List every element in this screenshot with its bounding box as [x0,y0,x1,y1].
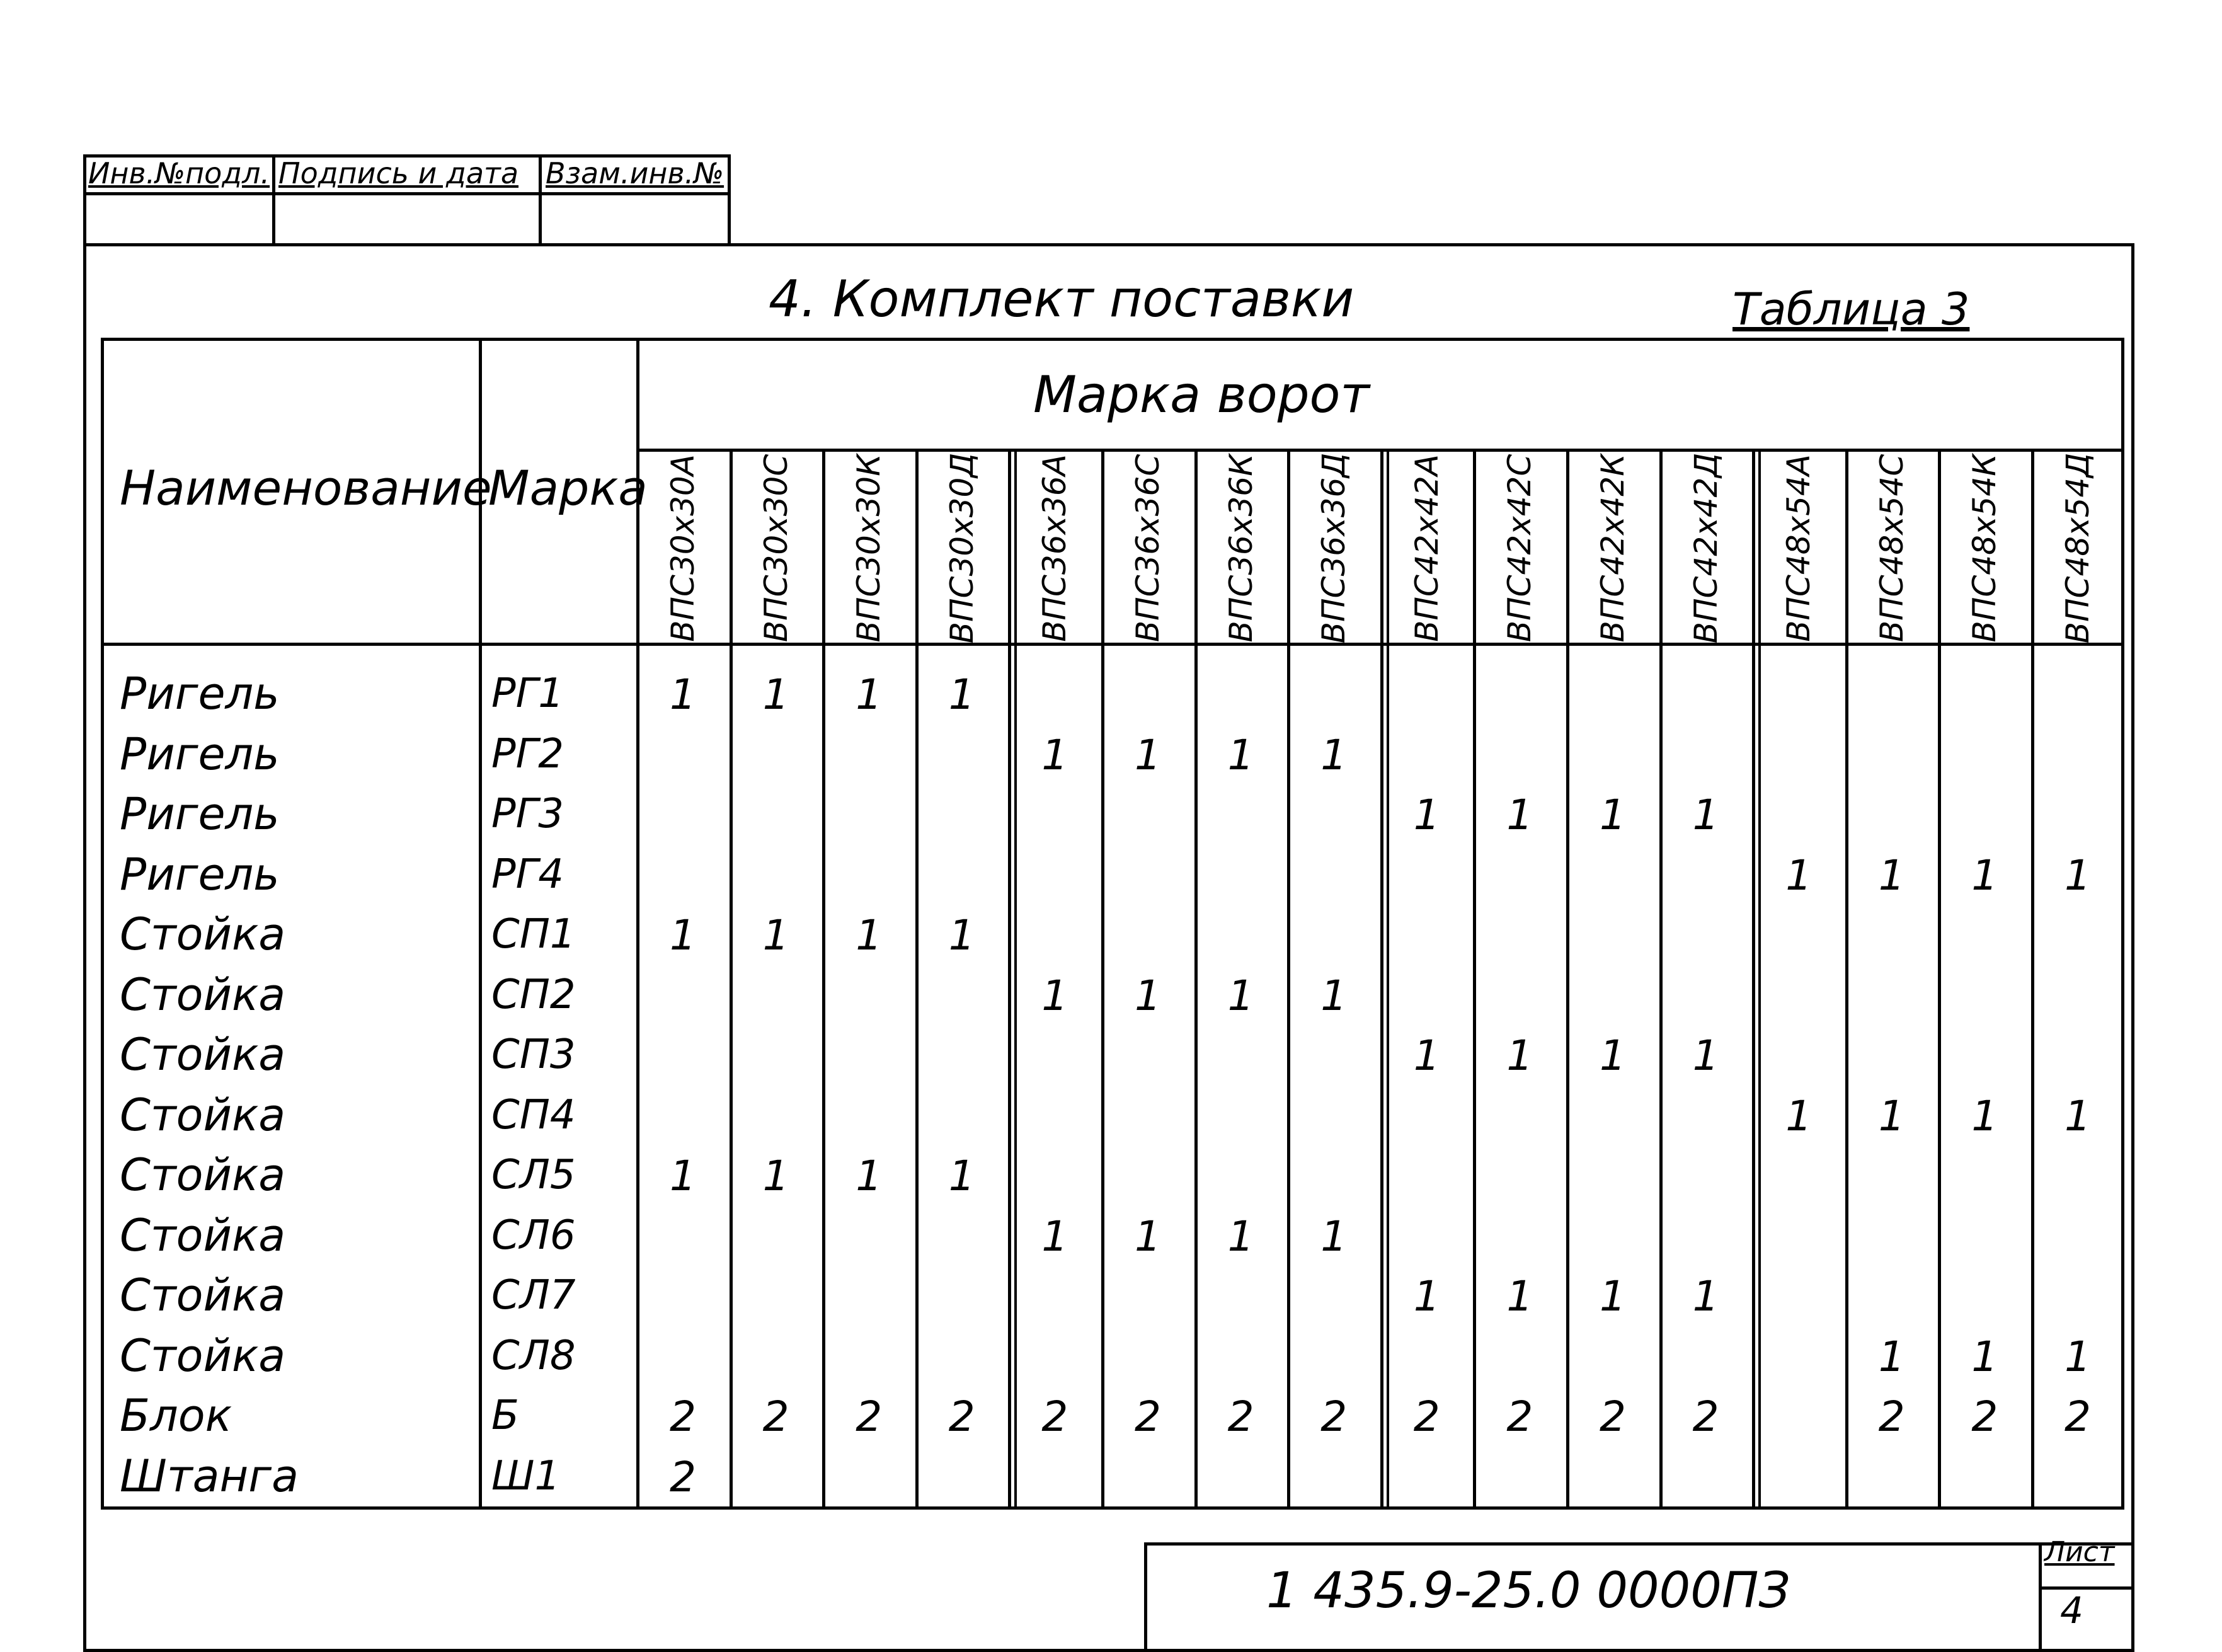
table-cell: 1 [1692,1272,1719,1321]
table-cell: 1 [1413,1031,1440,1080]
row-mark: РГ1 [491,670,564,717]
table-cell: 1 [1413,791,1440,839]
row-mark: СП1 [491,911,576,958]
table-cell: 2 [1041,1392,1068,1441]
table-cell: 1 [1506,791,1533,839]
stamp-inv-label: Инв.№подл. [88,156,270,190]
gate-col-header [639,454,727,643]
row-mark: Ш1 [491,1452,561,1500]
gate-col-header [1848,454,1936,643]
table-cell: 2 [1227,1392,1254,1441]
gate-col-header-label: ВПС42х42Д [1687,452,1724,644]
row-name: Стойка [120,1270,286,1321]
row-name: Штанга [120,1450,299,1502]
table-cell: 1 [1971,851,1998,900]
table-cell: 1 [1413,1272,1440,1321]
row-name: Ригель [120,848,280,900]
table-cell: 1 [1135,730,1161,779]
header-mark: Марка [488,460,648,516]
row-mark: Б [491,1392,519,1439]
sheet-box-line [2039,1586,2134,1590]
table-cell: 1 [1135,971,1161,1020]
table-cell: 1 [1971,1091,1998,1140]
table-cell: 1 [670,1152,696,1200]
header-gates: Марка ворот [1033,365,1370,424]
table-cell: 1 [1878,1332,1905,1381]
table-cell: 1 [856,1152,883,1200]
row-name: Стойка [120,1149,286,1201]
table-label [1732,284,1969,335]
table-cell: 2 [1971,1392,1998,1441]
table-cell: 1 [670,670,696,719]
gate-col-header [918,454,1006,643]
gate-col-header [1662,454,1750,643]
row-name: Стойка [120,968,286,1021]
row-name: Стойка [120,1329,286,1382]
table-cell: 1 [948,911,975,960]
gate-col-header-label: ВПС48х54С [1873,454,1910,643]
gate-col-header-label: ВПС36х36К [1222,454,1259,643]
gate-col-header [1290,454,1378,643]
gate-col-header-label: ВПС42х42К [1595,454,1631,643]
gate-col-header-label: ВПС30х30К [850,454,888,643]
table-cell: 1 [2065,1332,2091,1381]
title-block-divider [2039,1542,2042,1652]
table-cell: 1 [948,1152,975,1200]
sheet-label: Лист [2044,1536,2115,1568]
gate-col-header-label: ВПС48х54К [1966,454,2003,643]
table-cell: 1 [1600,1031,1626,1080]
table-cell: 2 [670,1452,696,1501]
gate-col-header-label: ВПС30х30С [757,454,794,643]
gate-col-header [1383,454,1471,643]
table-cell: 1 [1041,1212,1068,1261]
table-cell: 2 [1135,1392,1161,1441]
table-cell: 2 [2065,1392,2091,1441]
table-cell: 2 [1413,1392,1440,1441]
table-cell: 1 [1878,851,1905,900]
row-name: Стойка [120,909,286,960]
row-mark: СЛ5 [491,1152,576,1198]
gate-col-header-label: ВПС36х36С [1130,454,1166,643]
gate-col-header-label: ВПС36х36А [1036,454,1074,642]
table-cell: 1 [1506,1272,1533,1321]
table-cell: 1 [856,670,883,719]
row-name: Стойка [120,1089,286,1141]
row-name: Ригель [120,788,280,840]
table-cell: 2 [948,1392,975,1441]
table-cell: 1 [2065,1091,2091,1140]
table-cell: 1 [1692,791,1719,839]
gate-col-header [1569,454,1657,643]
row-name: Стойка [120,1029,286,1081]
section-title: 4. Комплект поставки [769,270,1354,328]
row-mark: СП3 [491,1031,576,1078]
stamp-divider [83,192,731,195]
table-cell: 1 [1041,730,1068,779]
table-cell: 1 [1692,1031,1719,1080]
table-cell: 1 [1506,1031,1533,1080]
table-cell: 1 [1878,1091,1905,1140]
table-cell: 2 [670,1392,696,1441]
row-name: Блок [120,1390,232,1442]
table-cell: 1 [1041,971,1068,1020]
row-mark: РГ3 [491,791,564,837]
row-mark: СЛ6 [491,1212,576,1259]
table-cell: 2 [1878,1392,1905,1441]
gate-col-header [2034,454,2122,643]
table-cell: 1 [1600,1272,1626,1321]
gate-col-header-label: ВПС48х54Д [2059,452,2096,644]
table-cell: 1 [762,911,789,960]
row-name: Ригель [120,728,280,780]
table-cell: 1 [1785,851,1813,900]
table-cell: 1 [1320,1212,1348,1261]
table-cell: 1 [670,911,696,960]
stamp-sign-label: Подпись и дата [278,156,519,190]
row-name: Стойка [120,1209,286,1261]
table-cell: 2 [856,1392,883,1441]
stamp-col-divider-2 [539,154,542,246]
table-cell: 2 [1506,1392,1533,1441]
row-name: Ригель [120,668,280,720]
gate-col-header-label: ВПС30х30А [665,454,701,642]
table-cell: 2 [1600,1392,1626,1441]
table-cell: 1 [1227,971,1254,1020]
gate-col-header [825,454,913,643]
header-name: Наименование [120,460,492,516]
row-mark: РГ2 [491,730,564,777]
table-cell: 1 [1227,1212,1254,1261]
table-cell: 1 [762,1152,789,1200]
stamp-vzam-label: Взам.инв.№ [546,156,724,190]
doc-number: 1 435.9-25.0 0000ПЗ [1266,1563,1790,1619]
gate-col-header-label: ВПС48х54А [1780,454,1818,642]
table-cell: 1 [948,670,975,719]
row-mark: СП2 [491,971,576,1018]
gate-col-header [732,454,820,643]
table-cell: 2 [1320,1392,1348,1441]
table-label-text: Таблица 3 [1732,284,1970,335]
gate-col-header [1755,454,1843,643]
stamp-col-divider-1 [272,154,275,246]
gate-col-header-label: ВПС42х42А [1408,454,1445,642]
row-mark: РГ4 [491,851,564,898]
header-bottom-line [101,643,2124,646]
table-cell: 2 [762,1392,789,1441]
gate-col-header [1104,454,1192,643]
table-cell: 1 [2065,851,2091,900]
table-cell: 1 [762,670,789,719]
table-cell: 2 [1692,1392,1719,1441]
table-cell: 1 [1227,730,1254,779]
table-cell: 1 [1135,1212,1161,1261]
table-cell: 1 [856,911,883,960]
table-cell: 1 [1600,791,1626,839]
gate-col-header-label: ВПС36х36Д [1315,452,1353,644]
table-cell: 1 [1320,971,1348,1020]
gate-col-header [1197,454,1285,643]
gate-col-header-label: ВПС30х30Д [943,452,980,644]
gate-col-header-label: ВПС42х42С [1501,454,1538,643]
gate-col-header [1475,454,1564,643]
sheet-number: 4 [2060,1589,2083,1632]
table-cell: 1 [1785,1091,1813,1140]
gate-col-header [1940,454,2029,643]
gate-col-header [1011,454,1099,643]
table-cell: 1 [1971,1332,1998,1381]
row-mark: СЛ7 [491,1272,576,1319]
row-mark: СЛ8 [491,1332,576,1379]
row-mark: СП4 [491,1091,576,1139]
table-cell: 1 [1320,730,1348,779]
